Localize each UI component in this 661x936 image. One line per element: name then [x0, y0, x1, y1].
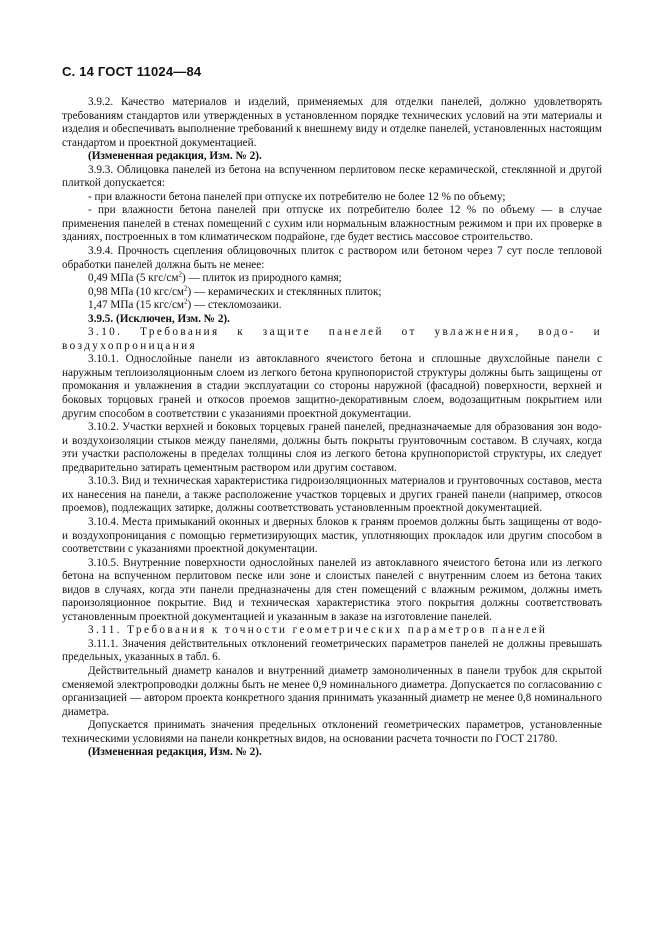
- section-heading-3-10: 3.10. Требования к защите панелей от увлажнения, водо- и воздухопроницания: [62, 326, 602, 352]
- section-heading-3-11: 3.11. Требования к точности геометрических параметров панелей: [88, 624, 548, 637]
- strength-desc: ) — стекломозаики.: [187, 299, 282, 312]
- amendment-note: (Измененная редакция, Изм. № 2).: [88, 150, 262, 163]
- paragraph-3-10-4: 3.10.4. Места примыканий оконных и дверных блоков к граням проемов должны быть защищены от водо- и воздухопроницания с помощью герметизирующих мастик, уплотняющих прокладок или другим способом в соответствии с указаниями проектной документации.: [62, 515, 602, 556]
- document-body: [62, 96, 602, 760]
- strength-item: [62, 299, 602, 313]
- list-item: - при влажности бетона панелей при отпуске их потребителю не более 12 % по объему;: [88, 190, 506, 203]
- paragraph-3-9-2: 3.9.2. Качество материалов и изделий, применяемых для отделки панелей, должно удовлетворять требованиям стандартов или утвержденных в установленном порядке технических условий на эти материалы и изделия и обеспечивать выполнение требований к внешнему виду и отделке панелей, установленных настоящим стандартом и проектной документацией.: [62, 96, 602, 149]
- paragraph-diameter: Действительный диаметр каналов и внутренний диаметр замоноличенных в панели трубок для скрытой сменяемой электропроводки должны быть не менее 0,9 номинального диаметра. Допускается по согласованию с организацией — автором проекта конкретного здания принимать указанный диаметр не менее 0,8 номинального диаметра.: [62, 664, 602, 718]
- paragraph-3-10-1: 3.10.1. Однослойные панели из автоклавного ячеистого бетона и сплошные двухслойные панели с наружным теплоизоляционным слоем из легкого бетона крупнопористой структуры должны быть защищены от промокания и увлажнения в стадии эксплуатации со стороны наружной (фасадной) поверхности, верхней и боковых торцовых граней и откосов проемов защитно-декоративным слоем, водозащитным покрытием или другим способом в соответствии с указаниями проектной документации.: [62, 353, 602, 420]
- strength-desc: ) — керамических и стеклянных плиток;: [187, 285, 382, 298]
- strength-value: 0,98 МПа (10 кгс/см: [88, 285, 185, 298]
- strength-desc: ) — плиток из природного камня;: [181, 272, 342, 285]
- superscript: 2: [184, 283, 188, 292]
- paragraph-3-10-5: 3.10.5. Внутренние поверхности однослойных панелей из автоклавного ячеистого бетона или из легкого бетона на вспученном перлитовом песке или зоне и слоистых панелей с внутренним слоем из бетона таких видов в случаях, когда эти панели предназначены для стен помещений с влажным режимом, должны иметь пароизоляционное покрытие. Вид и техническая характеристика этого покрытия должны соответствовать установленным проектной документацией и указанным в заказе на изготовление панелей.: [62, 556, 602, 623]
- list-item: - при влажности бетона панелей при отпуске их потребителю более 12 % по объему — в случае применения панелей в стенах помещений с сухим или нормальным влажностным режимом и при их проверке в зданиях, построенных в том климатическом подрайоне, где будет вестись массовое строительство.: [62, 204, 602, 244]
- superscript: 2: [178, 270, 182, 279]
- amendment-note: (Измененная редакция, Изм. № 2).: [88, 746, 262, 759]
- strength-value: 1,47 МПа (15 кгс/см: [88, 299, 185, 312]
- paragraph-tolerances: Допускается принимать значения предельных отклонений геометрических параметров, установленные техническими условиями на панели конкретных видов, на основании расчета точности по ГОСТ 21780.: [62, 719, 602, 745]
- paragraph-3-9-3: 3.9.3. Облицовка панелей из бетона на вспученном перлитовом песке керамической, стеклянной и другой плиткой допускается:: [62, 163, 602, 190]
- page-header: С. 14 ГОСТ 11024—84: [62, 64, 202, 79]
- paragraph-3-9-4: 3.9.4. Прочность сцепления облицовочных плиток с раствором или бетоном через 7 сут после тепловой обработки панелей должна быть не менее:: [62, 245, 602, 271]
- paragraph-3-11-1: 3.11.1. Значения действительных отклонений геометрических параметров панелей не должны превышать предельных, указанных в табл. 6.: [62, 637, 602, 664]
- paragraph-3-10-2: 3.10.2. Участки верхней и боковых торцевых граней панелей, предназначаемые для образования зон водо- и воздухоизоляции стыков между панелями, должны быть покрыты грунтовочным составом. В случаях, когда эти участки расположены в пределах толщины слоя из легкого бетона крупнопористой структуры, их следует предварительно затирать цементным раствором или другим составом.: [62, 421, 602, 474]
- strength-item: [62, 272, 602, 286]
- strength-value: 0,49 МПа (5 кгс/см: [88, 272, 179, 285]
- superscript: 2: [184, 297, 188, 306]
- strength-item: [62, 283, 602, 300]
- paragraph-3-10-3: 3.10.3. Вид и техническая характеристика гидроизоляционных материалов и грунтовочных составов, места их нанесения на панели, а также расположение участков торцевых и других граней панели (например, откосов проемов), подлежащих затирке, должны соответствовать установленным проектной документацией.: [62, 475, 602, 515]
- paragraph-3-9-5: 3.9.5. (Исключен, Изм. № 2).: [88, 312, 230, 325]
